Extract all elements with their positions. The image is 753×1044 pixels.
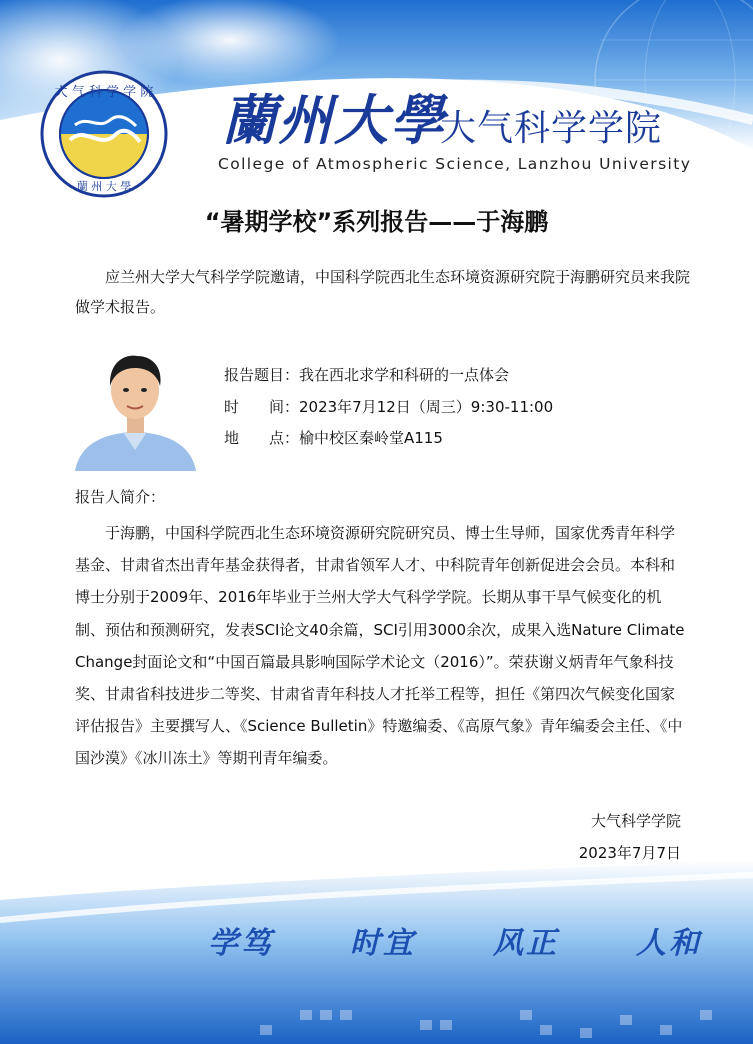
slogan-3: 风正	[493, 926, 559, 961]
college-name: 大气科学学院	[440, 108, 663, 149]
slogan-4: 人和	[636, 926, 702, 961]
svg-text:蘭 州 大 學: 蘭 州 大 學	[76, 180, 132, 193]
bio-paragraph: 于海鹏，中国科学院西北生态环境资源研究院研究员、博士生导师，国家优秀青年科学基金、甘肃省杰出青年基金获得者，甘肃省领军人才、中科院青年创新促进会会员。本科和博士分别于2009年、2016年毕业于兰州大学大气科学学院。长期从事干旱气候变化的机制、预估和预测研究，发表SCI论文40余篇，SCI引用3000余次，成果入选Nature Climate Change封面论文和“中国百篇最具影响国际学术论文（2016）”。荣获谢义炳青年气象科技奖、甘肃省科技进步二等奖、甘肃省青年科技人才托举工程等，担任《第四次气候变化国家评估报告》主要撰写人、《Science Bulletin》特邀编委、《高原气象》青年编委会主任、《中国沙漠》《冰川冻土》等期刊青年编委。	[75, 524, 685, 768]
svg-text:大 气 科 学 学 院: 大 气 科 学 学 院	[54, 85, 154, 100]
english-name: College of Atmospheric Science, Lanzhou University	[218, 155, 692, 173]
university-name: 蘭州大學	[222, 88, 446, 152]
signature-org: 大气科学学院	[590, 812, 681, 830]
report-time: 时 间：2023年7月12日（周三）9:30-11:00	[224, 398, 554, 416]
slogan-1: 学笃	[208, 926, 274, 961]
report-place: 地 点：榆中校区秦岭堂A115	[224, 429, 443, 447]
college-logo	[40, 70, 168, 198]
report-topic: 报告题目：我在西北求学和科研的一点体会	[224, 366, 510, 384]
signature-date: 2023年7月7日	[578, 844, 681, 862]
slogan-2: 时宜	[350, 926, 416, 961]
intro-paragraph: 应兰州大学大气科学学院邀请，中国科学院西北生态环境资源研究院于海鹏研究员来我院做学术报告。	[75, 268, 691, 316]
page-title: “暑期学校”系列报告——于海鹏	[204, 208, 549, 236]
speaker-photo	[75, 328, 196, 471]
bio-heading: 报告人简介：	[75, 488, 166, 506]
